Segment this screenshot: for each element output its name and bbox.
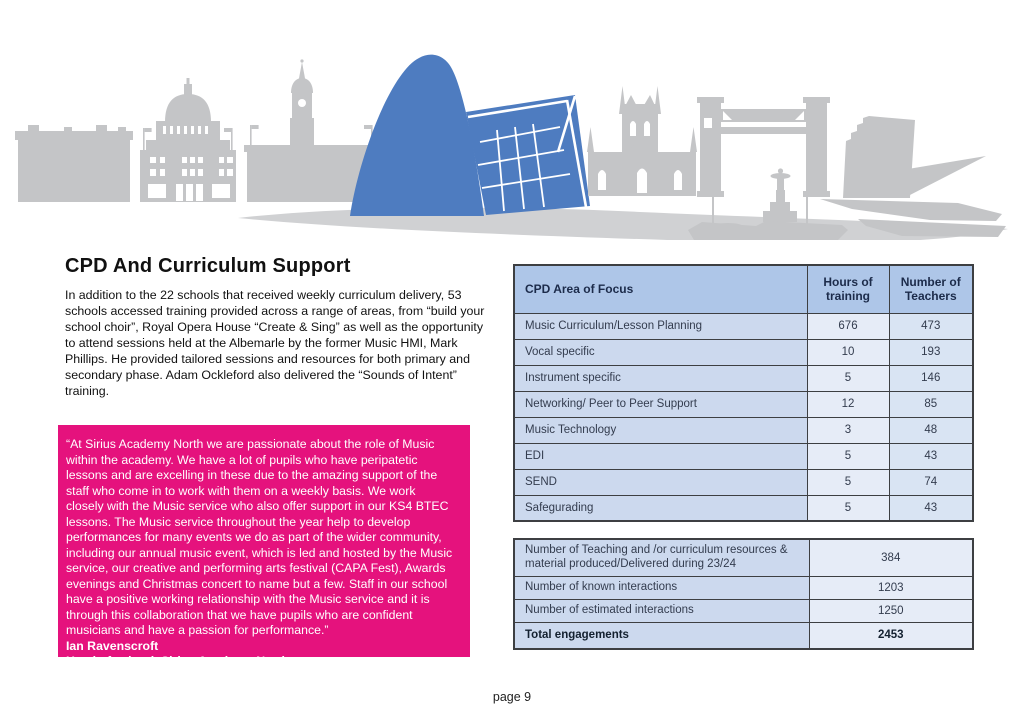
table-row [514,576,973,599]
metric-value-cell: 1250 [809,599,973,622]
engagement-totals-table [513,538,974,650]
quote-text: “At Sirius Academy North we are passionate about the role of Music within the academy. We have a lot of pupils who have peripatetic lessons and are excelling in these due to the amazing support of the staff who come in to work with them on a weekly basis. We work closely with the Music service who also offer support in our KS4 BTEC lessons. The Music service throughout the year help to develop performances for many events we do as part of the wider community, including our annual music event, which is led and hosted by the Music service, our creative and performing arts festival (CAPA Fest), Awards evenings and Christmas concert to name but a few. Staff in our school have a positive working relationship with the Music service and it is through this collaboration that we have pupils who are confident musicians and have a passion for performance.” [66,437,453,637]
page-number: page 9 [492,690,532,704]
the-deep-silhouette [820,116,1006,237]
tables-column [513,264,972,650]
warehouse-building-silhouette [15,125,133,202]
area-cell: Music Technology [514,417,807,443]
teachers-cell: 48 [889,417,973,443]
table-row [514,417,973,443]
metric-label-cell: Total engagements [514,622,809,649]
quote-author: Ian Ravenscroft [66,638,159,653]
hull-skyline-illustration [0,0,1024,240]
table-header-row [514,265,973,313]
metric-value-cell: 384 [809,539,973,576]
table-row [514,391,973,417]
teachers-cell: 43 [889,443,973,469]
quote-author-title: Head of school, Sirius Academy North [66,654,289,668]
table-row [514,443,973,469]
area-cell: EDI [514,443,807,469]
hours-cell: 10 [807,339,889,365]
cpd-focus-table [513,264,974,522]
area-cell: Music Curriculum/Lesson Planning [514,313,807,339]
page-title: CPD And Curriculum Support [65,255,351,277]
teachers-cell: 473 [889,313,973,339]
table-row [514,599,973,622]
main-content [65,255,495,399]
hours-cell: 5 [807,495,889,521]
metric-label-cell: Number of estimated interactions [514,599,809,622]
hours-cell: 12 [807,391,889,417]
metric-value-cell: 1203 [809,576,973,599]
hours-cell: 5 [807,443,889,469]
testimonial-quote-box [58,425,470,668]
table-row [514,339,973,365]
header-teachers: Number of Teachers [889,265,973,313]
area-cell: Instrument specific [514,365,807,391]
header-cpd-area: CPD Area of Focus [514,265,807,313]
area-cell: Safegurading [514,495,807,521]
area-cell: SEND [514,469,807,495]
metric-label-cell: Number of Teaching and /or curriculum resources & material produced/Delivered during 23/24 [514,539,809,576]
teachers-cell: 85 [889,391,973,417]
tidal-barrier-silhouette [697,97,830,197]
hours-cell: 676 [807,313,889,339]
blue-tent-shape [350,55,484,216]
area-cell: Networking/ Peer to Peer Support [514,391,807,417]
church-silhouette [587,86,697,196]
header-hours: Hours of training [807,265,889,313]
table-row [514,469,973,495]
table-row-total [514,622,973,649]
table-row [514,539,973,576]
teachers-cell: 74 [889,469,973,495]
teachers-cell: 193 [889,339,973,365]
area-cell: Vocal specific [514,339,807,365]
table-row [514,495,973,521]
table-row [514,313,973,339]
hours-cell: 3 [807,417,889,443]
teachers-cell: 43 [889,495,973,521]
hours-cell: 5 [807,469,889,495]
table-row [514,365,973,391]
glass-building-silhouette [466,95,590,215]
metric-label-cell: Number of known interactions [514,576,809,599]
intro-paragraph: In addition to the 22 schools that received weekly curriculum delivery, 53 schools accessed training provided across a range of areas, from “build your school choir”, Royal Opera House “Create & Sing” as well as the opportunity to attend sessions held at the Albemarle by the former Music HMI, Mark Phillips. He provided tailored sessions and resources for both primary and secondary phase. Adam Ockleford also delivered the “Sounds of Intent” training. [65,288,485,398]
metric-value-cell: 2453 [809,622,973,649]
teachers-cell: 146 [889,365,973,391]
hours-cell: 5 [807,365,889,391]
city-hall-silhouette [140,78,236,202]
